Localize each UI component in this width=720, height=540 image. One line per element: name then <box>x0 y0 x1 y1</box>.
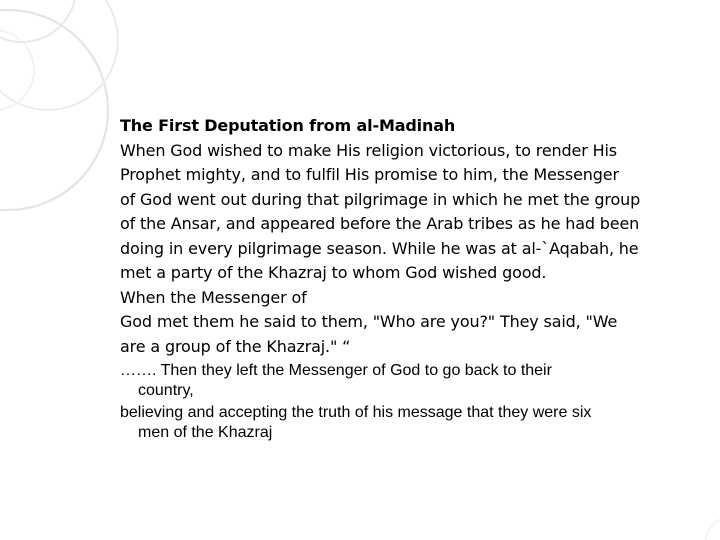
paragraph-line: are a group of the Khazraj." “ <box>120 336 351 356</box>
decorative-ring-bottom-right <box>705 515 720 540</box>
decorative-ring-top <box>0 0 76 42</box>
paragraph-line: of the Ansar, and appeared before the Arab tribes as he had been <box>120 214 640 233</box>
bullet-item <box>120 361 680 401</box>
paragraph-line: Prophet mighty, and to fulfil His promise to him, the Messenger <box>120 165 619 184</box>
slide-body <box>120 114 680 443</box>
paragraph-line: When the Messenger of <box>120 287 307 307</box>
paragraph-line: God met them he said to them, "Who are you?" They said, "We <box>120 312 618 331</box>
bullet-item-continuation: country, <box>138 382 194 399</box>
slide-title: The First Deputation from al-Madinah <box>120 116 456 135</box>
decorative-ring-medium <box>0 0 118 110</box>
bullet-item <box>120 403 680 443</box>
paragraph-line: doing in every pilgrimage season. While he was at al-`Aqabah, he <box>120 238 639 258</box>
paragraph-line: of God went out during that pilgrimage in which he met the group <box>120 189 641 209</box>
paragraph-line: met a party of the Khazraj to whom God wished good. <box>120 263 547 282</box>
paragraph-line: When God wished to make His religion victorious, to render His <box>120 140 617 160</box>
bullet-item-continuation: men of the Khazraj <box>138 424 273 441</box>
bullet-item-first-line: ……. Then they left the Messenger of God to go back to their <box>120 362 552 379</box>
bullet-item-first-line: believing and accepting the truth of his message that they were six <box>120 404 592 421</box>
